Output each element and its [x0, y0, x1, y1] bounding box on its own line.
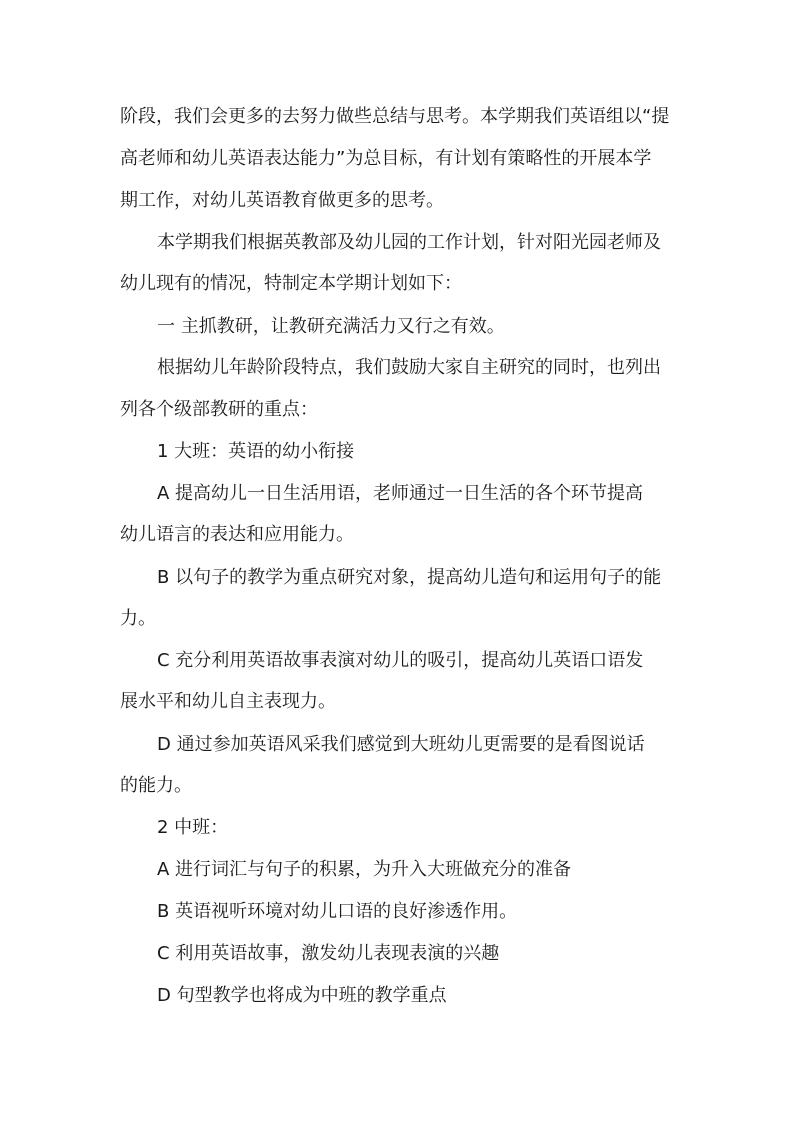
list-item: B 英语视听环境对幼儿口语的良好渗透作用。	[157, 901, 518, 922]
section-heading: 一 主抓教研，让教研充满活力又行之有效。	[157, 316, 505, 337]
list-item: B 以句子的教学为重点研究对象，提高幼儿造句和运用句子的能	[157, 567, 662, 588]
text-line: 高老师和幼儿英语表达能力”为总目标，有计划有策略性的开展本学	[120, 148, 652, 169]
list-item: A 进行词汇与句子的积累，为升入大班做充分的准备	[157, 859, 572, 880]
text-line: 幼儿语言的表达和应用能力。	[120, 524, 354, 545]
text-line: 力。	[120, 608, 156, 629]
list-item: A 提高幼儿一日生活用语，老师通过一日生活的各个环节提高	[157, 483, 644, 504]
text-line: 列各个级部教研的重点：	[120, 399, 318, 420]
text-line: 的能力。	[120, 775, 192, 796]
list-item: D 句型教学也将成为中班的教学重点	[157, 985, 447, 1006]
subheading: 1 大班：英语的幼小衔接	[157, 441, 355, 462]
text-line: 幼儿现有的情况，特制定本学期计划如下：	[120, 273, 462, 294]
text-line: 阶段，我们会更多的去努力做些总结与思考。本学期我们英语组以“提	[120, 106, 670, 127]
list-item: C 充分利用英语故事表演对幼儿的吸引，提高幼儿英语口语发	[157, 650, 644, 671]
text-line: 本学期我们根据英教部及幼儿园的工作计划，针对阳光园老师及	[157, 232, 661, 253]
text-line: 展水平和幼儿自主表现力。	[120, 691, 336, 712]
text-line: 期工作，对幼儿英语教育做更多的思考。	[120, 190, 444, 211]
text-line: 根据幼儿年龄阶段特点，我们鼓励大家自主研究的同时，也列出	[157, 357, 661, 378]
list-item: D 通过参加英语风采我们感觉到大班幼儿更需要的是看图说话	[157, 734, 645, 755]
subheading: 2 中班：	[157, 817, 229, 838]
list-item: C 利用英语故事，激发幼儿表现表演的兴趣	[157, 943, 500, 964]
